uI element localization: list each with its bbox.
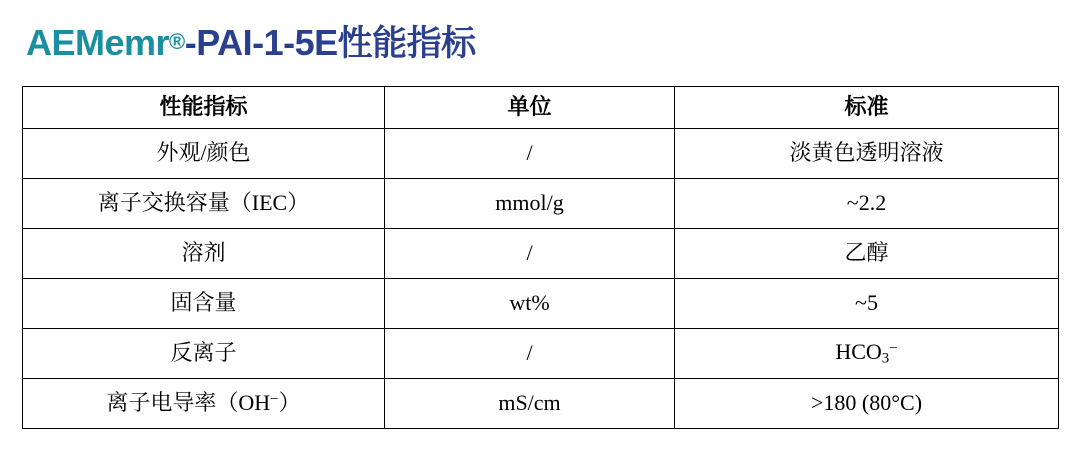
cell-property: 反离子 xyxy=(23,329,385,379)
cell-unit: wt% xyxy=(385,279,675,329)
table-header-row xyxy=(23,87,1059,129)
column-header-unit: 单位 xyxy=(385,87,675,129)
cell-unit: mmol/g xyxy=(385,179,675,229)
spec-table xyxy=(22,86,1059,429)
cell-unit: mS/cm xyxy=(385,379,675,429)
table-row xyxy=(23,279,1059,329)
title-dash: - xyxy=(184,22,197,63)
cell-unit: / xyxy=(385,329,675,379)
table-row xyxy=(23,129,1059,179)
cell-standard: ~2.2 xyxy=(675,179,1059,229)
title-brand: AEMemr xyxy=(26,22,170,63)
table-row xyxy=(23,179,1059,229)
cell-standard: 淡黄色透明溶液 xyxy=(675,129,1059,179)
page-title xyxy=(26,16,476,66)
cell-property: 外观/颜色 xyxy=(23,129,385,179)
cell-standard: ~5 xyxy=(675,279,1059,329)
registered-trademark-icon: ® xyxy=(169,29,185,54)
cell-property: 固含量 xyxy=(23,279,385,329)
column-header-property: 性能指标 xyxy=(23,87,385,129)
table-row xyxy=(23,229,1059,279)
cell-unit: / xyxy=(385,229,675,279)
table-row xyxy=(23,379,1059,429)
cell-standard: 乙醇 xyxy=(675,229,1059,279)
column-header-standard: 标准 xyxy=(675,87,1059,129)
cell-standard: >180 (80°C) xyxy=(675,379,1059,429)
cell-unit: / xyxy=(385,129,675,179)
cell-standard-counterion: $HCO_3^-$ xyxy=(675,329,1059,379)
cell-property: 离子交换容量（IEC） xyxy=(23,179,385,229)
cell-property: 离子电导率（OH−） xyxy=(23,379,385,429)
title-model: PAI-1-5E xyxy=(196,22,338,63)
cell-property: 溶剂 xyxy=(23,229,385,279)
table-row xyxy=(23,329,1059,379)
title-suffix: 性能指标 xyxy=(337,24,476,63)
